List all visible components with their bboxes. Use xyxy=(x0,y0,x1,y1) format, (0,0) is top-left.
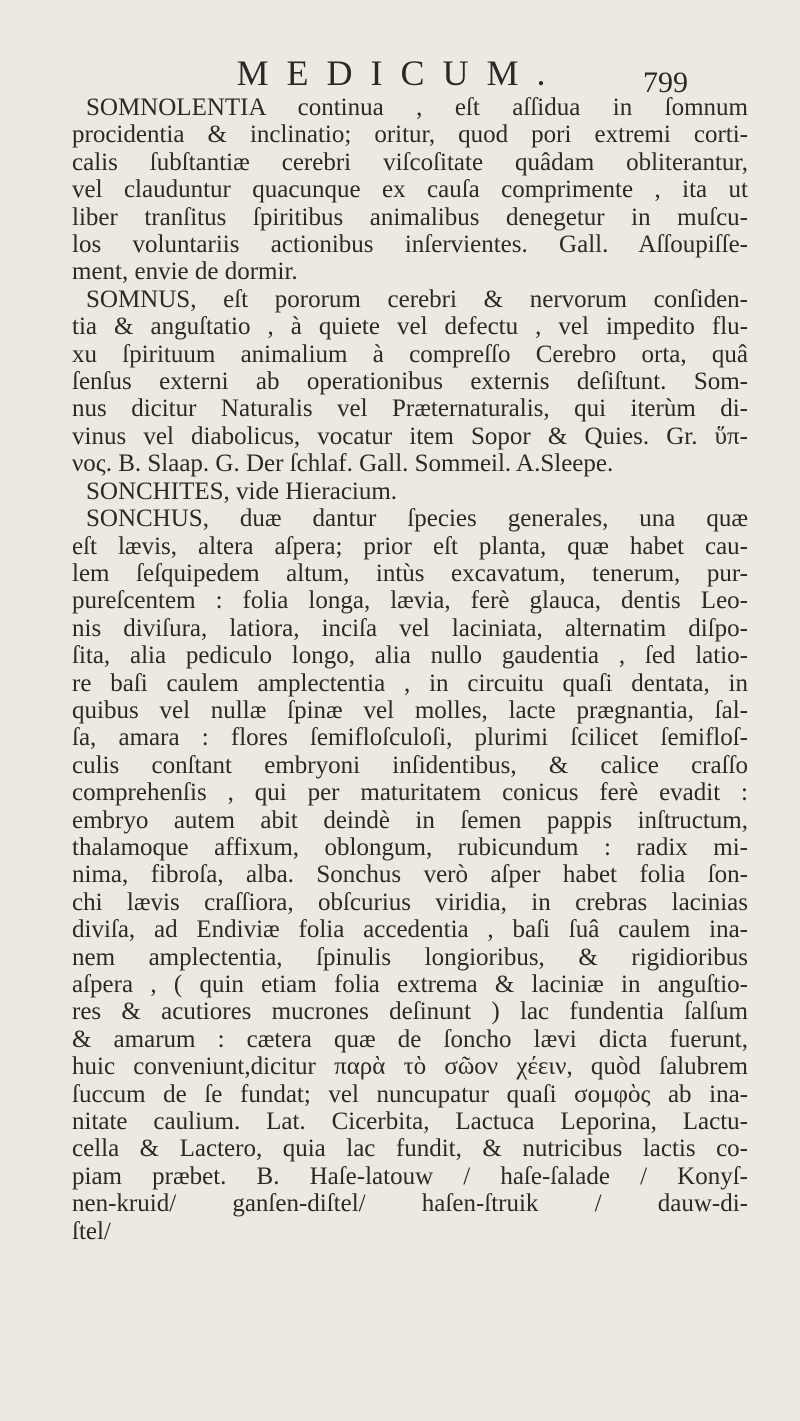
text-line: los voluntariis actionibus inſervientes. Gall. Aſſoupiſſe- xyxy=(72,231,748,259)
text-line: nitate caulium. Lat. Cicerbita, Lactuca Leporina, Lactu- xyxy=(72,1108,748,1136)
entry-sonchites xyxy=(72,478,748,505)
text-line: diviſa, ad Endiviæ folia accedentia , baſi ſuâ caulem ina- xyxy=(72,916,748,944)
text-line: aſpera , ( quin etiam folia extrema & laciniæ in anguſtio- xyxy=(72,971,748,998)
dictionary-text xyxy=(72,94,748,1245)
text-line: thalamoque affixum, oblongum, rubicundum : radix mi- xyxy=(72,833,748,861)
text-line: nem amplectentia, ſpinulis longioribus, & rigidioribus xyxy=(72,943,748,971)
text-line: ſenſus externi ab operationibus externis deſiſtunt. Som- xyxy=(72,368,748,396)
text-line: nen-kruid/ ganſen-diſtel/ haſen-ſtruik / dauw-di- xyxy=(72,1190,748,1218)
entry-somnolentia xyxy=(72,94,748,286)
text-line: vinus vel diabolicus, vocatur item Sopor & Quies. Gr. ὕπ- xyxy=(72,422,748,450)
text-line: SONCHUS, duæ dantur ſpecies generales, una quæ xyxy=(86,505,748,533)
text-line: chi lævis craſſiora, obſcurius viridia, in crebras lacinias xyxy=(72,888,748,916)
entry-somnus xyxy=(72,286,748,478)
text-line: liber tranſitus ſpiritibus animalibus denegetur in muſcu- xyxy=(72,203,748,231)
text-line: re baſi caulem amplectentia , in circuitu quaſi dentata, in xyxy=(72,669,748,697)
text-line: res & acutiores mucrones deſinunt ) lac fundentia ſalſum xyxy=(72,998,748,1026)
entry-sonchus xyxy=(72,505,748,1245)
text-line: procidentia & inclinatio; oritur, quod pori extremi corti- xyxy=(72,121,748,149)
text-line: pureſcentem : folia longa, lævia, ferè glauca, dentis Leo- xyxy=(72,587,748,615)
text-line: lem ſeſquipedem altum, intùs excavatum, tenerum, pur- xyxy=(72,559,748,587)
text-line: calis ſubſtantiæ cerebri viſcoſitate quâdam obliterantur, xyxy=(72,148,748,176)
text-line: embryo autem abit deindè in ſemen pappis inſtructum, xyxy=(72,806,748,834)
text-line: ſita, alia pediculo longo, alia nullo gaudentia , ſed latio- xyxy=(72,642,748,670)
text-line: νος. B. Slaap. G. Der ſchlaf. Gall. Sommeil. A.Sleepe. xyxy=(72,450,614,478)
text-line: ſuccum de ſe fundat; vel nuncupatur quaſi σομφὸς ab ina- xyxy=(72,1080,748,1108)
text-line: tia & anguſtatio , à quiete vel defectu , vel impedito flu- xyxy=(72,313,748,341)
text-line: vel clauduntur quacunque ex cauſa comprimente , ita ut xyxy=(72,176,748,204)
text-line: SONCHITES, vide Hieracium. xyxy=(86,477,398,505)
text-line: & amarum : cætera quæ de ſoncho lævi dicta fuerunt, xyxy=(72,1025,748,1053)
text-line: culis conſtant embryoni inſidentibus, & calice craſſo xyxy=(72,751,748,779)
text-line: comprehenſis , qui per maturitatem conicus ferè evadit : xyxy=(72,779,748,807)
text-line: SOMNOLENTIA continua , eſt aſſidua in ſomnum xyxy=(86,94,748,121)
text-line: nis diviſura, latiora, inciſa vel laciniata, alternatim diſpo- xyxy=(72,614,748,642)
text-line: piam præbet. B. Haſe-latouw / haſe-ſalade / Konyſ- xyxy=(72,1162,748,1190)
text-line: cella & Lactero, quia lac fundit, & nutricibus lactis co- xyxy=(72,1135,748,1163)
text-line: huic conveniunt,dicitur παρὰ τὸ σῶον χέειν, quòd ſalubrem xyxy=(72,1053,748,1081)
text-line: xu ſpirituum animalium à compreſſo Cerebro orta, quâ xyxy=(72,340,748,368)
running-title: MEDICUM. xyxy=(236,53,564,93)
text-line: eſt lævis, altera aſpera; prior eſt planta, quæ habet cau- xyxy=(72,532,748,560)
text-line: ment, envie de dormir. xyxy=(72,258,298,286)
text-line: quibus vel nullæ ſpinæ vel molles, lacte prægnantia, ſal- xyxy=(72,696,748,724)
text-line: ſtel/ xyxy=(72,1217,111,1245)
text-line: ſa, amara : flores ſemifloſculoſi, plurimi ſcilicet ſemifloſ- xyxy=(72,724,748,752)
page-number: 799 xyxy=(643,66,688,99)
text-line: SOMNUS, eſt pororum cerebri & nervorum conſiden- xyxy=(86,285,748,313)
text-line: nus dicitur Naturalis vel Præternaturalis, qui iterùm di- xyxy=(72,395,748,423)
text-line: nima, fibroſa, alba. Sonchus verò aſper habet folia ſon- xyxy=(72,861,748,889)
